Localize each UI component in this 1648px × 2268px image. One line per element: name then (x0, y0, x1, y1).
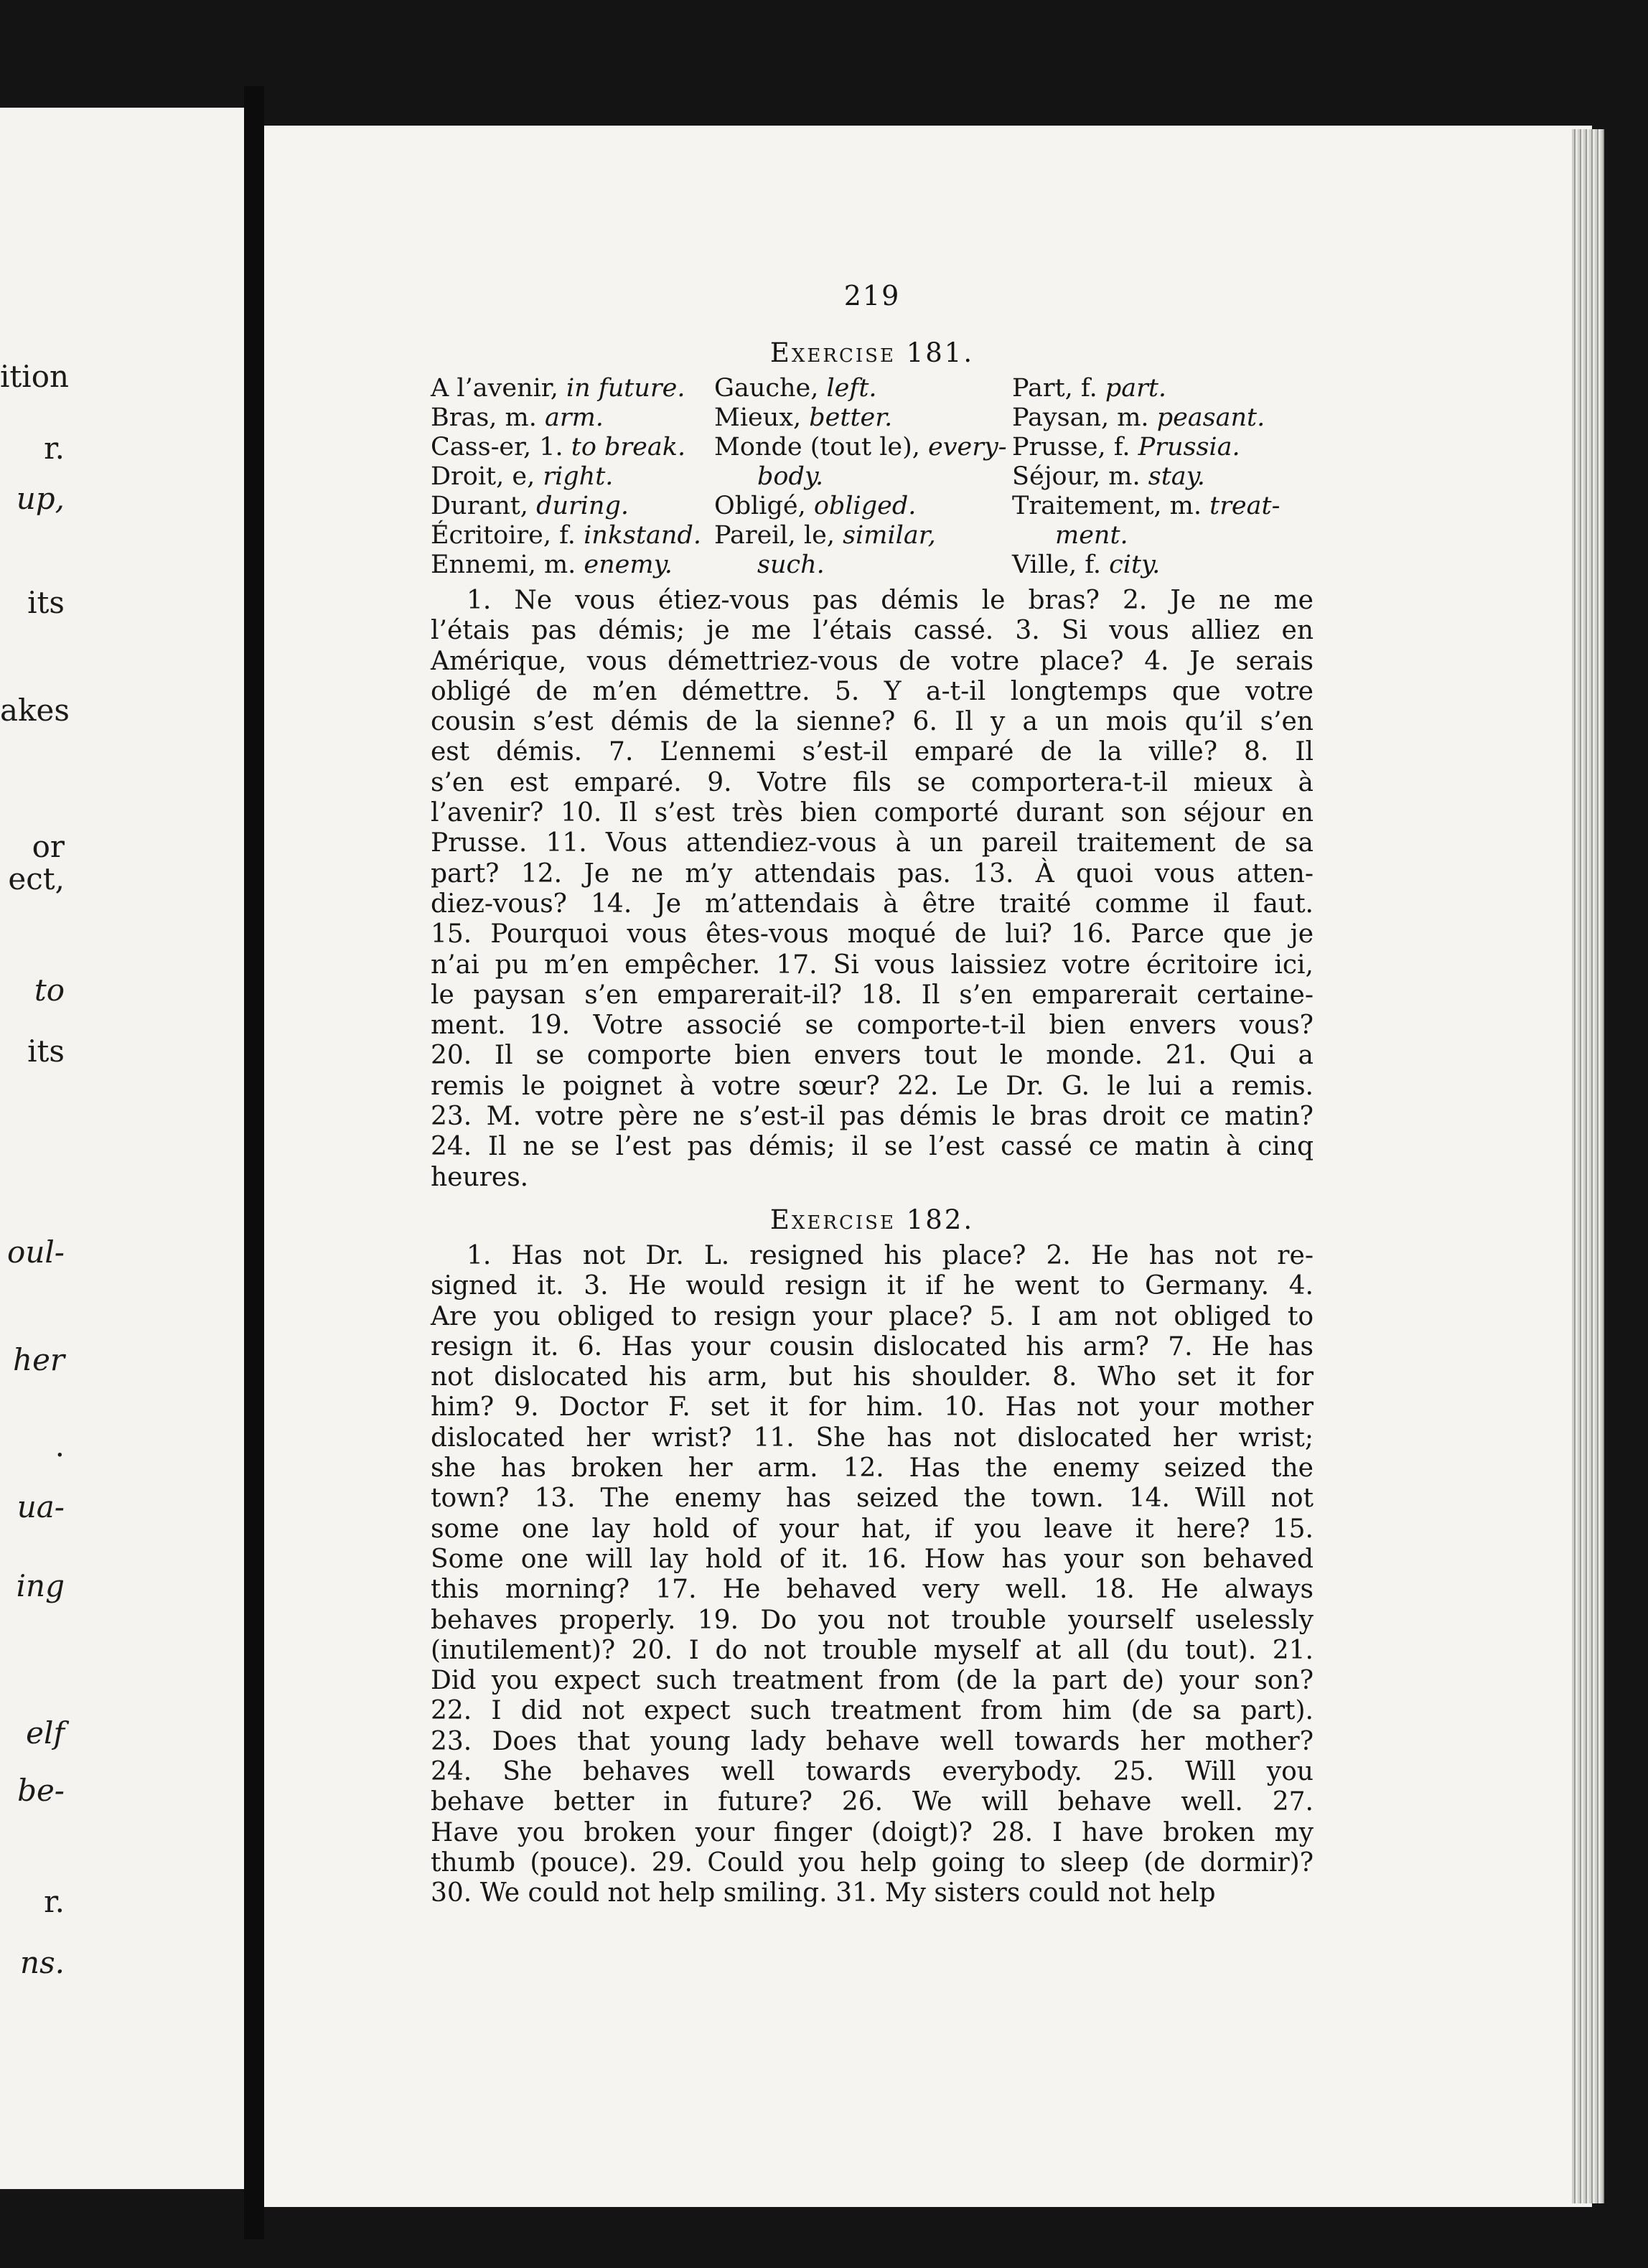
vocab-column-3 (1012, 374, 1314, 580)
vocab-translation: better. (809, 403, 893, 432)
text-line: she has broken her arm. 12. Has the enemy seized the (431, 1453, 1314, 1484)
left-page-fragment: oul- (7, 1234, 65, 1270)
exercise-181-title: Exercise 181. (769, 337, 975, 368)
left-page-fragment: up, (16, 481, 65, 516)
exercise-182-heading (431, 1204, 1314, 1235)
text-line: 30. We could not help smiling. 31. My sisters could not help (431, 1878, 1216, 1908)
vocab-translation: peasant. (1156, 403, 1265, 432)
exercise-182-title: Exercise 182. (769, 1204, 975, 1235)
exercise-182-text (431, 1241, 1314, 1909)
vocab-translation: obliged. (813, 492, 917, 520)
text-line: behave better in future? 26. We will behave well. 27. (431, 1787, 1314, 1817)
vocab-entry (431, 521, 714, 550)
text-line: Did you expect such treatment from (de la part de) your son? (431, 1666, 1314, 1696)
vocab-translation: ment. (1055, 521, 1128, 550)
text-line: est démis. 7. L’ennemi s’est-il emparé de la ville? 8. Il (431, 737, 1314, 767)
left-page-fragment: its (27, 1034, 65, 1069)
left-page-fragment: . (55, 1428, 65, 1463)
text-line: thumb (pouce). 29. Could you help going to sleep (de dormir)? (431, 1847, 1314, 1878)
vocab-entry (1012, 521, 1314, 550)
vocab-word: Écritoire, f. (431, 521, 584, 550)
vocab-translation: in future. (566, 374, 685, 403)
left-page-fragment: its (27, 585, 65, 620)
vocab-translation: inkstand. (584, 521, 701, 550)
vocab-word: Traitement, m. (1012, 492, 1210, 520)
vocab-translation: part. (1105, 374, 1167, 403)
vocab-entry (714, 492, 1012, 521)
text-line: signed it. 3. He would resign it if he went to Germany. 4. (431, 1271, 1314, 1301)
vocab-entry (1012, 462, 1314, 492)
vocab-word: Séjour, m. (1012, 462, 1148, 491)
vocab-word: Ville, f. (1012, 550, 1110, 579)
vocab-translation: treat- (1209, 492, 1281, 520)
vocab-word: Paysan, m. (1012, 403, 1157, 432)
left-page-fragment: to (34, 973, 65, 1008)
vocab-entry (714, 374, 1012, 403)
vocab-entry (714, 433, 1012, 462)
text-line: 24. She behaves well towards everybody. 25. Will you (431, 1756, 1314, 1786)
text-line: ment. 19. Votre associé se comporte-t-il bien envers vous? (431, 1011, 1314, 1041)
vocab-entry (714, 550, 1012, 580)
vocab-translation: such. (757, 550, 825, 579)
text-line: Are you obliged to resign your place? 5. I am not obliged to (431, 1301, 1314, 1331)
vocab-word: Obligé, (714, 492, 814, 520)
exercise-181-text (431, 586, 1314, 1193)
vocab-entry (1012, 403, 1314, 433)
text-line: 20. Il se comporte bien envers tout le monde. 21. Qui a (431, 1041, 1314, 1071)
text-line: 1. Has not Dr. L. resigned his place? 2. He has not re- (467, 1240, 1314, 1270)
text-line: obligé de m’en démettre. 5. Y a-t-il longtemps que votre (431, 676, 1314, 706)
vocab-entry (431, 403, 714, 433)
vocab-translation: to break. (571, 433, 686, 461)
vocab-translation: during. (536, 492, 629, 520)
vocabulary-list (431, 374, 1314, 580)
text-line: him? 9. Doctor F. set it for him. 10. Has not your mother (431, 1392, 1314, 1423)
left-page-fragment: r. (44, 431, 65, 466)
text-line: diez-vous? 14. Je m’attendais à être traité comme il faut. (431, 889, 1314, 919)
vocab-entry (714, 403, 1012, 433)
vocab-column-2 (714, 374, 1012, 580)
vocab-translation: stay. (1148, 462, 1205, 491)
vocab-word: Droit, e, (431, 462, 543, 491)
vocab-translation: body. (757, 462, 824, 491)
text-line: not dislocated his arm, but his shoulder. 8. Who set it for (431, 1362, 1314, 1392)
text-line: l’avenir? 10. Il s’est très bien comporté durant son séjour en (431, 798, 1314, 828)
vocab-word: Prusse, f. (1012, 433, 1138, 461)
vocab-entry (1012, 374, 1314, 403)
vocab-word: A l’avenir, (431, 374, 566, 403)
vocab-word: Part, f. (1012, 374, 1105, 403)
vocab-translation: enemy. (584, 550, 673, 579)
text-line: Have you broken your finger (doigt)? 28. I have broken my (431, 1817, 1314, 1847)
facing-page (0, 108, 247, 2189)
text-line: le paysan s’en emparerait-il? 18. Il s’en emparerait certaine- (431, 980, 1314, 1010)
vocab-word: Mieux, (714, 403, 810, 432)
left-page-fragment: ition (0, 359, 70, 394)
text-line: behaves properly. 19. Do you not trouble yourself uselessly (431, 1605, 1314, 1635)
left-page-fragment: ns. (20, 1945, 65, 1980)
vocab-entry (431, 433, 714, 462)
vocab-translation: city. (1109, 550, 1161, 579)
vocab-entry (714, 462, 1012, 492)
book-gutter (244, 86, 264, 2239)
vocab-entry (431, 462, 714, 492)
left-page-fragment: r. (44, 1884, 65, 1919)
text-line: remis le poignet à votre sœur? 22. Le Dr. G. le lui a remis. (431, 1071, 1314, 1101)
text-line: heures. (431, 1162, 529, 1192)
text-line: 23. Does that young lady behave well towards her mother? (431, 1726, 1314, 1756)
left-page-fragment: ect, (8, 861, 65, 896)
text-line: this morning? 17. He behaved very well. 18. He always (431, 1575, 1314, 1605)
text-line: 1. Ne vous étiez-vous pas démis le bras? 2. Je ne me (467, 586, 1314, 615)
vocab-word: Gauche, (714, 374, 827, 403)
left-page-fragment: or (32, 829, 65, 864)
vocab-column-1 (431, 374, 714, 580)
vocab-translation: every- (928, 433, 1007, 461)
vocab-translation: left. (826, 374, 877, 403)
page-edges (1572, 129, 1604, 2203)
page-number: 219 (843, 280, 901, 311)
text-line: cousin s’est démis de la sienne? 6. Il y a un mois qu’il s’en (431, 707, 1314, 737)
left-page-fragment: ing (16, 1568, 65, 1603)
vocab-word: Pareil, le, (714, 521, 843, 550)
vocab-word: Ennemi, m. (431, 550, 584, 579)
vocab-word: Cass-er, 1. (431, 433, 571, 461)
vocab-entry (431, 550, 714, 580)
vocab-entry (431, 492, 714, 521)
text-line: 22. I did not expect such treatment from him (de sa part). (431, 1696, 1314, 1726)
text-line: dislocated her wrist? 11. She has not dislocated her wrist; (431, 1423, 1314, 1453)
text-line: Amérique, vous démettriez-vous de votre place? 4. Je serais (431, 646, 1314, 676)
vocab-word: Monde (tout le), (714, 433, 929, 461)
text-line: s’en est emparé. 9. Votre fils se comportera-t-il mieux à (431, 767, 1314, 797)
vocab-translation: arm. (544, 403, 604, 432)
exercise-181-heading (431, 337, 1314, 368)
text-line: some one lay hold of your hat, if you leave it here? 15. (431, 1514, 1314, 1544)
left-page-fragment: be- (17, 1773, 65, 1808)
text-line: 15. Pourquoi vous êtes-vous moqué de lui? 16. Parce que je (431, 919, 1314, 950)
text-line: town? 13. The enemy has seized the town. 14. Will not (431, 1484, 1314, 1514)
text-line: resign it. 6. Has your cousin dislocated his arm? 7. He has (431, 1331, 1314, 1362)
left-page-fragment: akes (0, 693, 70, 728)
left-page-fragment: elf (26, 1715, 65, 1751)
text-line: Prusse. 11. Vous attendiez-vous à un pareil traitement de sa (431, 828, 1314, 858)
vocab-entry (714, 521, 1012, 550)
vocab-word: Bras, m. (431, 403, 545, 432)
vocab-entry (1012, 433, 1314, 462)
text-line: Some one will lay hold of it. 16. How has your son behaved (431, 1544, 1314, 1574)
vocab-translation: Prussia. (1138, 433, 1240, 461)
left-page-fragment: ua- (17, 1489, 65, 1524)
vocab-entry (1012, 550, 1314, 580)
vocab-translation: similar, (843, 521, 936, 550)
vocab-word: Durant, (431, 492, 537, 520)
text-line: part? 12. Je ne m’y attendais pas. 13. À quoi vous atten- (431, 858, 1314, 889)
page-content (431, 280, 1314, 1908)
vocab-entry (431, 374, 714, 403)
text-line: (inutilement)? 20. I do not trouble myself at all (du tout). 21. (431, 1635, 1314, 1665)
vocab-translation: right. (543, 462, 614, 491)
vocab-entry (1012, 492, 1314, 521)
text-line: 23. M. votre père ne s’est-il pas démis le bras droit ce matin? (431, 1102, 1314, 1132)
text-line: l’étais pas démis; je me l’étais cassé. 3. Si vous alliez en (431, 616, 1314, 646)
left-page-fragment: her (13, 1342, 65, 1377)
text-line: 24. Il ne se l’est pas démis; il se l’est cassé ce matin à cinq (431, 1132, 1314, 1162)
text-line: n’ai pu m’en empêcher. 17. Si vous laissiez votre écritoire ici, (431, 950, 1314, 980)
